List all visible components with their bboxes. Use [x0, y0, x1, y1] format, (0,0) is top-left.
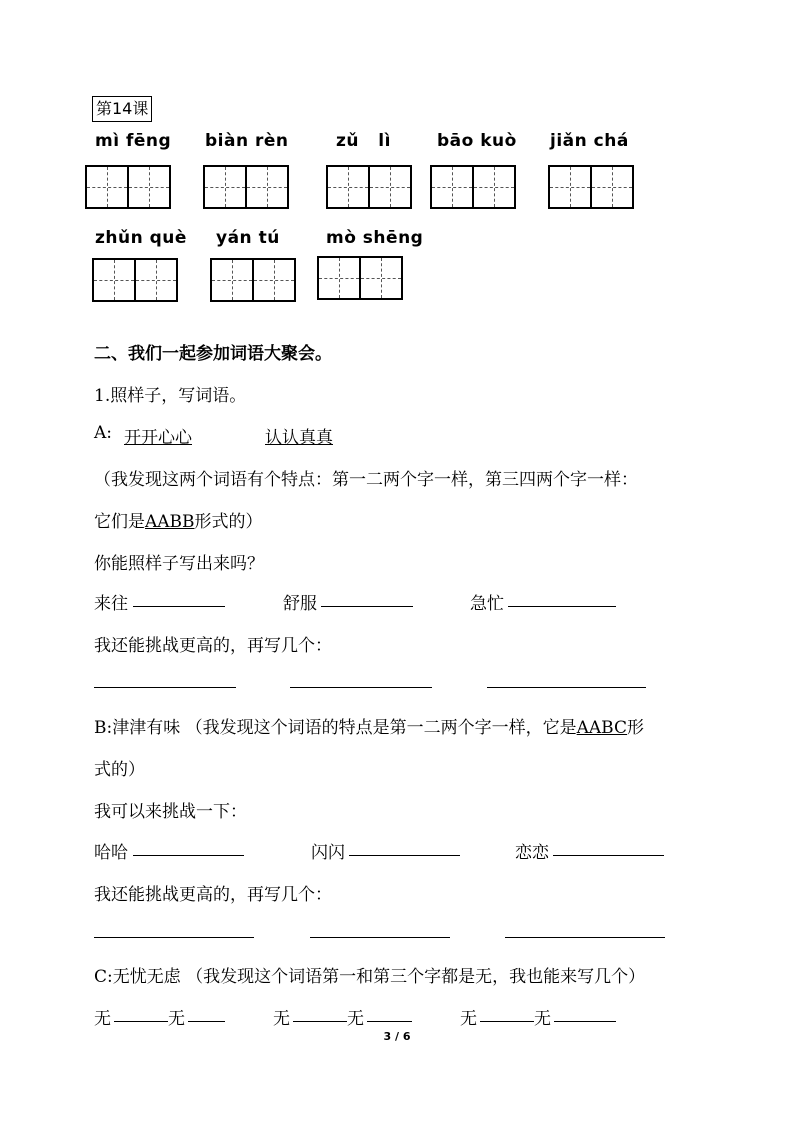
writing-grid[interactable]: [85, 165, 171, 209]
answer-blank[interactable]: [94, 687, 236, 688]
answer-blank[interactable]: [367, 1021, 412, 1022]
pinyin-1: mì fēng: [95, 131, 172, 151]
pinyin-7: yán tú: [216, 228, 280, 248]
b-challenge: 我还能挑战更高的，再写几个：: [94, 885, 332, 905]
answer-blank[interactable]: [133, 606, 225, 607]
section-title: 二、我们一起参加词语大聚会。: [94, 344, 332, 364]
a-note-line-1: （我发现这两个词语有个特点：第一二两个字一样，第三四两个字一样：: [94, 470, 638, 490]
a-label: A:: [94, 423, 113, 443]
c-char: 无: [460, 1009, 477, 1029]
a-example-2: 认认真真: [265, 428, 333, 448]
pinyin-8: mò shēng: [326, 228, 424, 248]
a-prompt: 你能照样子写出来吗？: [94, 554, 264, 574]
c-char: 无: [273, 1009, 290, 1029]
lesson-label: 第14课: [92, 96, 152, 122]
answer-blank[interactable]: [114, 1021, 168, 1022]
b-line-2: 式的）: [94, 760, 145, 780]
writing-grid[interactable]: [92, 258, 178, 302]
a-note-line-2: 它们是AABB形式的）: [94, 512, 263, 532]
writing-grid[interactable]: [548, 165, 634, 209]
b-word-3: 恋恋: [515, 843, 549, 863]
writing-grid[interactable]: [430, 165, 516, 209]
writing-grid[interactable]: [326, 165, 412, 209]
b-word-1: 哈哈: [94, 843, 128, 863]
answer-blank[interactable]: [293, 1021, 347, 1022]
answer-blank[interactable]: [94, 937, 254, 938]
pinyin-5: jiǎn chá: [550, 131, 629, 151]
answer-blank[interactable]: [321, 606, 413, 607]
answer-blank[interactable]: [188, 1021, 225, 1022]
pinyin-3: zǔ lì: [336, 131, 391, 151]
a-word-2: 舒服: [283, 594, 317, 614]
writing-grid[interactable]: [210, 258, 296, 302]
answer-blank[interactable]: [508, 606, 616, 607]
question-1-title: 1.照样子，写词语。: [94, 386, 247, 406]
pinyin-4: bāo kuò: [437, 131, 517, 151]
c-char: 无: [347, 1009, 364, 1029]
b-line-1: B:津津有味 （我发现这个词语的特点是第一二两个字一样，它是AABC形: [94, 718, 644, 738]
a-word-1: 来往: [94, 594, 128, 614]
answer-blank[interactable]: [480, 1021, 534, 1022]
answer-blank[interactable]: [505, 937, 665, 938]
writing-grid[interactable]: [317, 256, 403, 300]
c-char: 无: [168, 1009, 185, 1029]
answer-blank[interactable]: [133, 855, 244, 856]
a-example-1: 开开心心: [124, 428, 192, 448]
b-word-2: 闪闪: [311, 843, 345, 863]
b-prompt: 我可以来挑战一下：: [94, 802, 247, 822]
answer-blank[interactable]: [349, 855, 460, 856]
answer-blank[interactable]: [290, 687, 432, 688]
answer-blank[interactable]: [310, 937, 450, 938]
c-line: C:无忧无虑 （我发现这个词语第一和第三个字都是无，我也能来写几个）: [94, 967, 646, 987]
page-number: 3 / 6: [383, 1030, 411, 1043]
c-char: 无: [534, 1009, 551, 1029]
a-word-3: 急忙: [470, 594, 504, 614]
pinyin-2: biàn rèn: [205, 131, 289, 151]
answer-blank[interactable]: [553, 855, 664, 856]
pinyin-6: zhǔn què: [95, 228, 187, 248]
a-challenge: 我还能挑战更高的，再写几个：: [94, 636, 332, 656]
answer-blank[interactable]: [487, 687, 646, 688]
writing-grid[interactable]: [203, 165, 289, 209]
c-char: 无: [94, 1009, 111, 1029]
answer-blank[interactable]: [554, 1021, 616, 1022]
